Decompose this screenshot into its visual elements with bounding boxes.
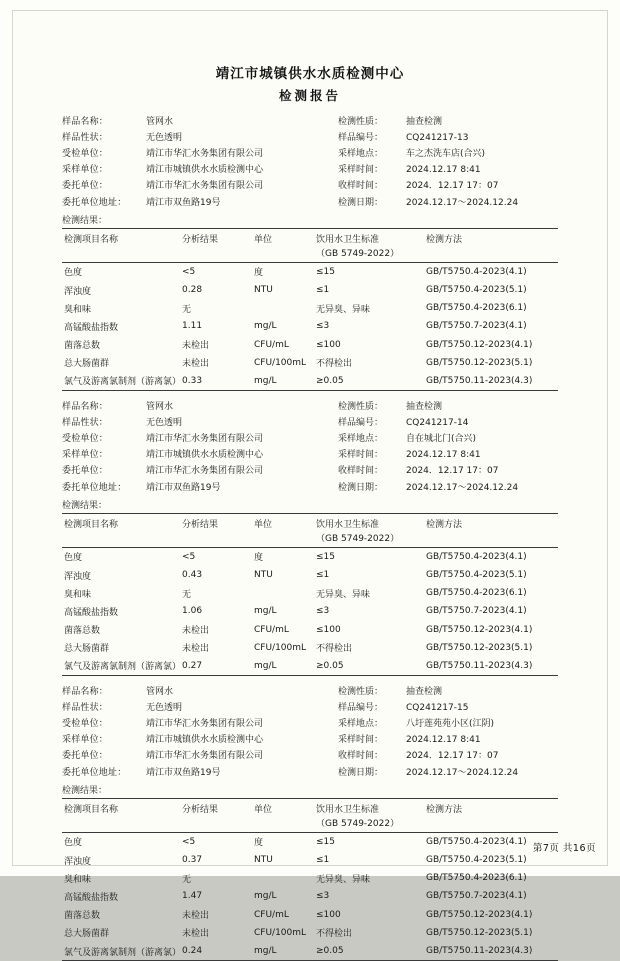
table-row <box>62 887 558 905</box>
meta-label-sampling_unit: 采样单位： <box>62 165 109 176</box>
cell-standard: ≤1 <box>316 855 330 866</box>
meta-label-entrusted_unit: 受检单位： <box>62 148 109 159</box>
meta-value-test_date: 2024.12.17～2024.12.24 <box>406 197 519 208</box>
col-standard-sub: （GB 5749-2022） <box>316 531 426 548</box>
cell-standard: 无异臭、异味 <box>316 874 371 885</box>
meta-value-sample_number: CQ241217-14 <box>406 417 469 428</box>
meta-value-commission_address: 靖江市双鱼路19号 <box>146 767 221 778</box>
cell-method: GB/T5750.7-2023(4.1) <box>426 891 527 902</box>
cell-method: GB/T5750.11-2023(4.3) <box>426 372 558 391</box>
col-standard: 饮用水卫生标准 <box>316 514 426 531</box>
meta-value-sampling_time: 2024.12.17 8:41 <box>406 735 481 746</box>
col-item-sub <box>62 816 182 833</box>
table-row <box>62 262 558 281</box>
cell-standard: ≤100 <box>316 624 341 635</box>
col-standard: 饮用水卫生标准 <box>316 229 426 246</box>
table-row <box>62 299 558 317</box>
meta-value-test_property: 抽查检测 <box>406 401 443 412</box>
cell-result: 0.43 <box>182 570 203 581</box>
cell-item: 氯气及游离氯制剂（游离氯） <box>62 942 182 961</box>
page-title: 靖江市城镇供水水质检测中心 <box>215 66 405 82</box>
meta-value-receive_time: 2024．12.17 17：07 <box>406 751 499 762</box>
cell-result: 0.27 <box>182 657 254 676</box>
cell-result: 1.47 <box>182 891 203 902</box>
col-method: 检测方法 <box>426 514 558 531</box>
cell-standard: ≥0.05 <box>316 657 426 676</box>
meta-label-sample_name: 样品名称： <box>62 401 109 412</box>
meta-label-test_property: 检测性质： <box>338 116 384 127</box>
meta-value-test_date: 2024.12.17～2024.12.24 <box>406 767 519 778</box>
cell-standard: ≤15 <box>316 551 335 562</box>
meta-value-commission_unit: 靖江市华汇水务集团有限公司 <box>146 181 264 192</box>
cell-unit: 度 <box>254 838 264 849</box>
cell-method: GB/T5750.4-2023(4.1) <box>426 266 527 277</box>
cell-method: GB/T5750.4-2023(4.1) <box>426 551 527 562</box>
report-meta <box>62 112 558 209</box>
meta-value-sampling_time: 2024.12.17 8:41 <box>406 165 481 176</box>
meta-label-test_property: 检测性质： <box>338 686 384 697</box>
meta-value-test_date: 2024.12.17～2024.12.24 <box>406 482 519 493</box>
col-result: 分析结果 <box>182 514 254 531</box>
meta-row <box>62 747 558 763</box>
cell-result: 未检出 <box>182 911 210 922</box>
col-result: 分析结果 <box>182 799 254 816</box>
cell-item: 浑浊度 <box>64 571 92 582</box>
meta-label-sampling_unit: 采样单位： <box>62 450 109 461</box>
meta-label-sample_number: 样品编号： <box>338 702 384 713</box>
col-item-sub <box>62 531 182 548</box>
meta-label-sampling_time: 采样时间： <box>338 450 384 461</box>
cell-method: GB/T5750.12-2023(5.1) <box>426 357 533 368</box>
reports-container <box>0 112 620 961</box>
table-row <box>62 354 558 372</box>
col-method: 检测方法 <box>426 229 558 246</box>
meta-row <box>62 698 558 714</box>
cell-unit: mg/L <box>254 891 277 902</box>
col-unit-sub <box>254 531 316 548</box>
cell-method: GB/T5750.11-2023(4.3) <box>426 942 558 961</box>
meta-label-entrusted_unit: 受检单位： <box>62 719 109 730</box>
col-item-sub <box>62 246 182 263</box>
cell-method: GB/T5750.4-2023(5.1) <box>426 855 527 866</box>
meta-value-test_property: 抽查检测 <box>406 116 443 127</box>
meta-value-receive_time: 2024．12.17 17：07 <box>406 181 499 192</box>
cell-result: 1.06 <box>182 606 203 617</box>
col-unit-sub <box>254 246 316 263</box>
meta-value-sampling_site: 八圩莲苑苑小区(江阴) <box>406 719 495 730</box>
col-item: 检测项目名称 <box>62 799 182 816</box>
meta-value-sampling_unit: 靖江市城镇供水水质检测中心 <box>146 735 264 746</box>
meta-label-sampling_site: 采样地点： <box>338 719 384 730</box>
cell-method: GB/T5750.4-2023(5.1) <box>426 570 527 581</box>
cell-item: 高锰酸盐指数 <box>64 892 119 903</box>
cell-result: 0.37 <box>182 855 203 866</box>
table-row <box>62 566 558 584</box>
meta-value-sample_name: 管网水 <box>146 401 174 412</box>
meta-value-sampling_time: 2024.12.17 8:41 <box>406 450 481 461</box>
cell-item: 色度 <box>64 838 83 849</box>
meta-label-test_property: 检测性质： <box>338 401 384 412</box>
table-row <box>62 942 558 961</box>
meta-label-receive_time: 收样时间： <box>338 751 384 762</box>
table-row <box>62 281 558 299</box>
cell-unit: CFU/mL <box>254 624 289 635</box>
meta-value-commission_unit: 靖江市华汇水务集团有限公司 <box>146 466 264 477</box>
cell-method: GB/T5750.4-2023(5.1) <box>426 285 527 295</box>
meta-label-sample_number: 样品编号： <box>338 417 384 428</box>
col-standard-sub: （GB 5749-2022） <box>316 246 426 263</box>
cell-item: 菌落总数 <box>64 911 101 922</box>
cell-standard: ≤3 <box>316 891 330 902</box>
col-method: 检测方法 <box>426 799 558 816</box>
cell-result: <5 <box>182 551 196 562</box>
col-unit: 单位 <box>254 514 316 531</box>
cell-standard: ≤3 <box>316 606 330 617</box>
cell-method: GB/T5750.12-2023(4.1) <box>426 339 533 350</box>
col-result: 分析结果 <box>182 229 254 246</box>
meta-value-receive_time: 2024．12.17 17：07 <box>406 466 499 477</box>
meta-row <box>62 478 558 494</box>
page-subtitle: 检测报告 <box>278 88 341 103</box>
col-method-sub <box>426 816 558 833</box>
cell-unit: mg/L <box>254 321 277 332</box>
results-header-row <box>62 799 558 816</box>
cell-standard: ≤3 <box>316 321 330 332</box>
col-result-sub <box>182 531 254 548</box>
meta-value-sample_name: 管网水 <box>146 116 174 127</box>
meta-value-sampling_unit: 靖江市城镇供水水质检测中心 <box>146 450 264 461</box>
table-row <box>62 372 558 391</box>
cell-method: GB/T5750.4-2023(6.1) <box>426 588 527 599</box>
cell-item: 菌落总数 <box>64 341 101 352</box>
meta-row <box>62 193 558 209</box>
cell-item: 浑浊度 <box>64 286 92 297</box>
table-row <box>62 584 558 602</box>
cell-result: <5 <box>182 266 196 277</box>
meta-label-commission_address: 委托单位地址： <box>62 197 127 208</box>
meta-label-sampling_unit: 采样单位： <box>62 735 109 746</box>
meta-value-commission_address: 靖江市双鱼路19号 <box>146 197 221 208</box>
table-row <box>62 602 558 620</box>
cell-item: 总大肠菌群 <box>64 359 110 370</box>
meta-row <box>62 682 558 698</box>
cell-result: 无 <box>182 304 192 315</box>
cell-result: 1.11 <box>182 321 203 332</box>
cell-item: 高锰酸盐指数 <box>64 607 119 618</box>
cell-method: GB/T5750.11-2023(4.3) <box>426 657 558 676</box>
table-row <box>62 906 558 924</box>
col-unit: 单位 <box>254 229 316 246</box>
meta-label-commission_unit: 委托单位： <box>62 181 109 192</box>
cell-result: 无 <box>182 874 192 885</box>
meta-value-entrusted_unit: 靖江市华汇水务集团有限公司 <box>146 719 264 730</box>
meta-label-sample_name: 样品名称： <box>62 116 109 127</box>
meta-value-test_property: 抽查检测 <box>406 686 443 697</box>
meta-label-commission_address: 委托单位地址： <box>62 482 127 493</box>
col-standard-sub: （GB 5749-2022） <box>316 816 426 833</box>
meta-label-commission_unit: 委托单位： <box>62 466 109 477</box>
meta-label-commission_unit: 委托单位： <box>62 751 109 762</box>
cell-unit: NTU <box>254 285 273 295</box>
cell-result: <5 <box>182 836 196 847</box>
meta-value-entrusted_unit: 靖江市华汇水务集团有限公司 <box>146 148 264 159</box>
meta-row <box>62 462 558 478</box>
meta-row <box>62 128 558 144</box>
page-footer: 第7页 共16页 <box>532 843 596 854</box>
cell-standard: ≤1 <box>316 285 330 295</box>
cell-item: 氯气及游离氯制剂（游离氯） <box>62 657 182 676</box>
table-row <box>62 851 558 869</box>
meta-value-sampling_site: 自在城北门(合兴) <box>406 434 477 444</box>
cell-unit <box>254 584 316 602</box>
cell-method: GB/T5750.7-2023(4.1) <box>426 606 527 617</box>
cell-item: 色度 <box>64 268 83 279</box>
results-header-subrow <box>62 816 558 833</box>
results-header-row <box>62 514 558 531</box>
meta-label-sample_name: 样品名称： <box>62 686 109 697</box>
table-row <box>62 317 558 335</box>
cell-standard: ≥0.05 <box>316 942 426 961</box>
cell-result: 未检出 <box>182 359 210 370</box>
results-table <box>62 513 558 676</box>
report-block <box>62 682 558 961</box>
results-section-label: 检测结果： <box>62 216 108 227</box>
col-item: 检测项目名称 <box>62 229 182 246</box>
cell-item: 氯气及游离氯制剂（游离氯） <box>62 372 182 391</box>
meta-value-sample_property: 无色透明 <box>146 702 183 713</box>
meta-value-sample_number: CQ241217-15 <box>406 702 469 713</box>
meta-value-sample_number: CQ241217-13 <box>406 132 469 143</box>
meta-value-sampling_unit: 靖江市城镇供水水质检测中心 <box>146 165 264 176</box>
meta-row <box>62 112 558 128</box>
cell-method: GB/T5750.12-2023(4.1) <box>426 624 533 635</box>
cell-method: GB/T5750.12-2023(5.1) <box>426 642 533 653</box>
cell-unit: CFU/100mL <box>254 357 307 368</box>
cell-result: 未检出 <box>182 626 210 637</box>
cell-unit: mg/L <box>254 942 316 961</box>
report-meta <box>62 682 558 779</box>
meta-label-sample_property: 样品性状： <box>62 702 109 713</box>
cell-item: 臭和味 <box>64 304 92 315</box>
cell-unit: mg/L <box>254 372 316 391</box>
cell-unit: CFU/mL <box>254 909 289 920</box>
meta-row <box>62 144 558 160</box>
cell-method: GB/T5750.4-2023(6.1) <box>426 303 527 314</box>
cell-item: 臭和味 <box>64 874 92 885</box>
meta-label-test_date: 检测日期： <box>338 767 384 778</box>
table-row <box>62 621 558 639</box>
cell-item: 色度 <box>64 553 83 564</box>
table-row <box>62 832 558 851</box>
meta-row <box>62 161 558 177</box>
meta-value-sampling_site: 车之杰洗车店(合兴) <box>406 148 486 159</box>
meta-row <box>62 714 558 730</box>
cell-result: 0.24 <box>182 942 254 961</box>
cell-standard: ≤100 <box>316 909 341 920</box>
meta-row <box>62 763 558 779</box>
cell-unit: 度 <box>254 268 264 279</box>
title-block <box>0 62 620 104</box>
cell-unit: NTU <box>254 570 273 581</box>
cell-method: GB/T5750.4-2023(6.1) <box>426 873 527 884</box>
cell-standard: ≥0.05 <box>316 372 426 391</box>
meta-row <box>62 413 558 429</box>
table-row <box>62 335 558 353</box>
cell-result: 未检出 <box>182 929 210 940</box>
meta-label-entrusted_unit: 受检单位： <box>62 434 109 444</box>
cell-standard: ≤1 <box>316 570 330 581</box>
meta-value-sample_property: 无色透明 <box>146 132 183 143</box>
meta-row <box>62 397 558 413</box>
meta-label-sample_property: 样品性状： <box>62 417 109 428</box>
report-block <box>62 112 558 391</box>
cell-unit: CFU/100mL <box>254 642 307 653</box>
col-standard: 饮用水卫生标准 <box>316 799 426 816</box>
cell-item: 总大肠菌群 <box>64 644 110 655</box>
meta-value-commission_address: 靖江市双鱼路19号 <box>146 482 221 493</box>
table-row <box>62 639 558 657</box>
meta-value-sample_name: 管网水 <box>146 686 174 697</box>
cell-result: 未检出 <box>182 644 210 655</box>
cell-standard: ≤15 <box>316 266 335 277</box>
cell-unit: CFU/mL <box>254 339 289 350</box>
meta-row <box>62 429 558 445</box>
cell-method: GB/T5750.4-2023(4.1) <box>426 836 527 847</box>
meta-label-test_date: 检测日期： <box>338 197 384 208</box>
cell-standard: ≤15 <box>316 836 335 847</box>
results-section-label: 检测结果： <box>62 501 108 512</box>
cell-result: 无 <box>182 589 192 600</box>
results-section-label: 检测结果： <box>62 786 108 797</box>
cell-unit <box>254 299 316 317</box>
cell-result: 0.33 <box>182 372 254 391</box>
table-row <box>62 924 558 942</box>
meta-label-sample_property: 样品性状： <box>62 132 109 143</box>
col-result-sub <box>182 246 254 263</box>
report-meta <box>62 397 558 494</box>
cell-result: 0.28 <box>182 285 203 295</box>
results-header-subrow <box>62 246 558 263</box>
cell-unit: mg/L <box>254 606 277 617</box>
cell-standard: 无异臭、异味 <box>316 304 371 315</box>
cell-item: 菌落总数 <box>64 626 101 637</box>
table-row <box>62 547 558 566</box>
meta-label-sampling_time: 采样时间： <box>338 165 384 176</box>
cell-item: 总大肠菌群 <box>64 929 110 940</box>
cell-method: GB/T5750.12-2023(5.1) <box>426 927 533 938</box>
col-item: 检测项目名称 <box>62 514 182 531</box>
results-table <box>62 798 558 961</box>
cell-unit: CFU/100mL <box>254 927 307 938</box>
cell-item: 臭和味 <box>64 589 92 600</box>
cell-unit: 度 <box>254 553 264 564</box>
cell-method: GB/T5750.7-2023(4.1) <box>426 321 527 332</box>
meta-label-sampling_time: 采样时间： <box>338 735 384 746</box>
cell-unit: NTU <box>254 855 273 866</box>
meta-value-commission_unit: 靖江市华汇水务集团有限公司 <box>146 751 264 762</box>
meta-label-test_date: 检测日期： <box>338 482 384 493</box>
cell-standard: 不得检出 <box>316 929 353 940</box>
meta-row <box>62 731 558 747</box>
cell-standard: 无异臭、异味 <box>316 589 371 600</box>
results-header-subrow <box>62 531 558 548</box>
meta-label-sampling_site: 采样地点： <box>338 434 384 444</box>
table-row <box>62 657 558 676</box>
results-table <box>62 228 558 391</box>
cell-unit <box>254 869 316 887</box>
meta-label-sampling_site: 采样地点： <box>338 148 384 159</box>
meta-value-entrusted_unit: 靖江市华汇水务集团有限公司 <box>146 434 264 444</box>
meta-label-receive_time: 收样时间： <box>338 181 384 192</box>
cell-result: 未检出 <box>182 341 210 352</box>
cell-item: 高锰酸盐指数 <box>64 322 119 333</box>
report-block <box>62 397 558 676</box>
col-method-sub <box>426 246 558 263</box>
meta-value-sample_property: 无色透明 <box>146 417 183 428</box>
cell-standard: ≤100 <box>316 339 341 350</box>
cell-standard: 不得检出 <box>316 644 353 655</box>
meta-label-commission_address: 委托单位地址： <box>62 767 127 778</box>
cell-method: GB/T5750.12-2023(4.1) <box>426 909 533 920</box>
col-unit: 单位 <box>254 799 316 816</box>
cell-unit: mg/L <box>254 657 316 676</box>
table-row <box>62 869 558 887</box>
cell-item: 浑浊度 <box>64 856 92 867</box>
results-header-row <box>62 229 558 246</box>
meta-row <box>62 446 558 462</box>
col-result-sub <box>182 816 254 833</box>
meta-row <box>62 177 558 193</box>
meta-label-receive_time: 收样时间： <box>338 466 384 477</box>
cell-standard: 不得检出 <box>316 359 353 370</box>
col-unit-sub <box>254 816 316 833</box>
col-method-sub <box>426 531 558 548</box>
meta-label-sample_number: 样品编号： <box>338 132 384 143</box>
